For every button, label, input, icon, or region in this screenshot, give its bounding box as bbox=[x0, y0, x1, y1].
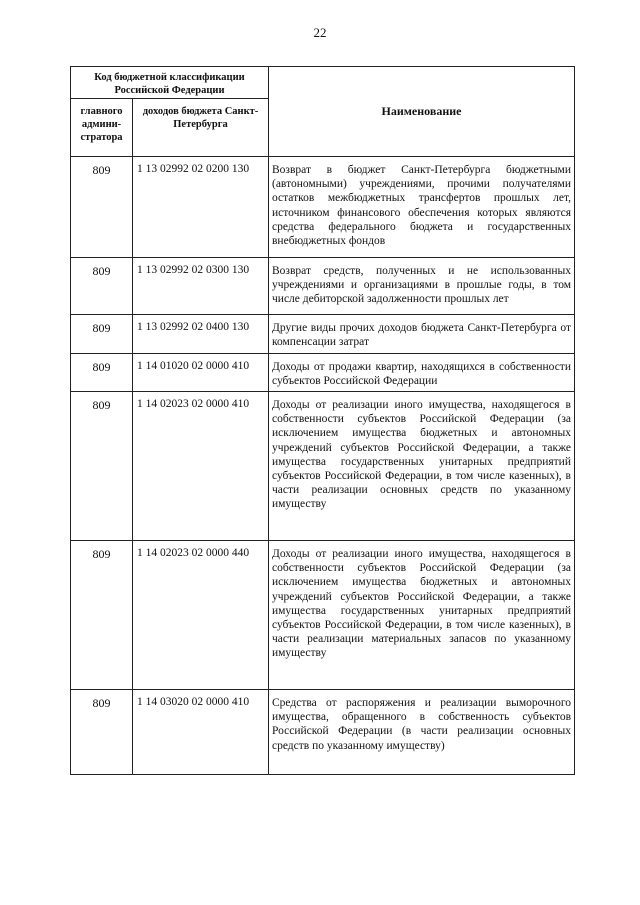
name-cell bbox=[269, 157, 575, 258]
code-cell bbox=[133, 157, 269, 258]
code-cell bbox=[133, 690, 269, 775]
table-header-row bbox=[71, 67, 575, 99]
code-cell bbox=[133, 315, 269, 354]
revenue-name: Возврат в бюджет Санкт-Петербурга бюджетными (автономными) учреждениями, прочими получателями остатков межбюджетных трансфертов прошлых лет, источником финансового обеспечения которых являются средства федерального бюджета и государственных внебюджетных фондов bbox=[272, 164, 571, 248]
revenue-name: Средства от распоряжения и реализации выморочного имущества, обращенного в собственность субъектов Российской Федерации (в части реализации основных средств по указанному имуществу) bbox=[272, 697, 571, 752]
header-chief-administrator bbox=[71, 99, 133, 157]
name-cell bbox=[269, 541, 575, 690]
revenue-code: 1 13 02992 02 0400 130 bbox=[137, 321, 250, 333]
revenue-name: Доходы от реализации иного имущества, находящегося в собственности субъектов Российской Федерации (за исключением имущества бюджетных и автономных учреждений субъектов Российской Федерации, а также имущества государственных унитарных предприятий субъектов Российской Федерации, в том числе казенных), в части реализации материальных запасов по указанному имуществу bbox=[272, 548, 571, 660]
header-classification-code-label: Код бюджетной классификации Российской Федерации bbox=[94, 72, 245, 96]
revenue-name: Другие виды прочих доходов бюджета Санкт-Петербурга от компенсации затрат bbox=[272, 322, 571, 349]
admin-cell bbox=[71, 392, 133, 541]
admin-cell bbox=[71, 315, 133, 354]
revenue-name: Доходы от продажи квартир, находящихся в собственности субъектов Российской Федерации bbox=[272, 361, 571, 388]
name-cell bbox=[269, 354, 575, 392]
revenue-name: Возврат средств, полученных и не использованных учреждениями и организациями в прошлые годы, в том числе дебиторской задолженности прошлых лет bbox=[272, 265, 571, 306]
name-cell bbox=[269, 258, 575, 315]
revenue-code: 1 14 01020 02 0000 410 bbox=[137, 360, 250, 372]
name-cell bbox=[269, 392, 575, 541]
admin-cell bbox=[71, 690, 133, 775]
admin-code: 809 bbox=[92, 360, 111, 374]
budget-classification-table bbox=[70, 66, 575, 775]
admin-code: 809 bbox=[92, 547, 111, 561]
header-classification-code bbox=[71, 67, 269, 99]
header-name-label: Наименование bbox=[381, 104, 462, 118]
table-row bbox=[71, 690, 575, 775]
code-cell bbox=[133, 541, 269, 690]
admin-cell bbox=[71, 258, 133, 315]
page-number: 22 bbox=[313, 25, 327, 40]
table-row bbox=[71, 392, 575, 541]
name-cell bbox=[269, 315, 575, 354]
revenue-code: 1 14 02023 02 0000 410 bbox=[137, 398, 250, 410]
revenue-code: 1 14 02023 02 0000 440 bbox=[137, 547, 250, 559]
header-revenue-code-label: доходов бюджета Санкт-Петербурга bbox=[142, 106, 259, 130]
code-cell bbox=[133, 392, 269, 541]
revenue-code: 1 13 02992 02 0200 130 bbox=[137, 163, 250, 175]
code-cell bbox=[133, 354, 269, 392]
header-revenue-code bbox=[133, 99, 269, 157]
admin-cell bbox=[71, 541, 133, 690]
name-cell bbox=[269, 690, 575, 775]
admin-cell bbox=[71, 157, 133, 258]
code-cell bbox=[133, 258, 269, 315]
table-row bbox=[71, 157, 575, 258]
revenue-code: 1 13 02992 02 0300 130 bbox=[137, 264, 250, 276]
table-row bbox=[71, 541, 575, 690]
admin-cell bbox=[71, 354, 133, 392]
admin-code: 809 bbox=[92, 398, 111, 412]
revenue-name: Доходы от реализации иного имущества, находящегося в собственности субъектов Российской Федерации (за исключением имущества бюджетных и автономных учреждений субъектов Российской Федерации, а также имущества государственных унитарных предприятий субъектов Российской Федерации, в том числе казенных), в части реализации основных средств по указанному имуществу bbox=[272, 399, 571, 511]
admin-code: 809 bbox=[92, 163, 111, 177]
header-name bbox=[269, 67, 575, 157]
table-row bbox=[71, 315, 575, 354]
admin-code: 809 bbox=[92, 321, 111, 335]
header-chief-administrator-label: главного админи- стратора bbox=[80, 106, 123, 143]
admin-code: 809 bbox=[92, 264, 111, 278]
table-row bbox=[71, 258, 575, 315]
admin-code: 809 bbox=[92, 696, 111, 710]
revenue-code: 1 14 03020 02 0000 410 bbox=[137, 696, 250, 708]
table-row bbox=[71, 354, 575, 392]
